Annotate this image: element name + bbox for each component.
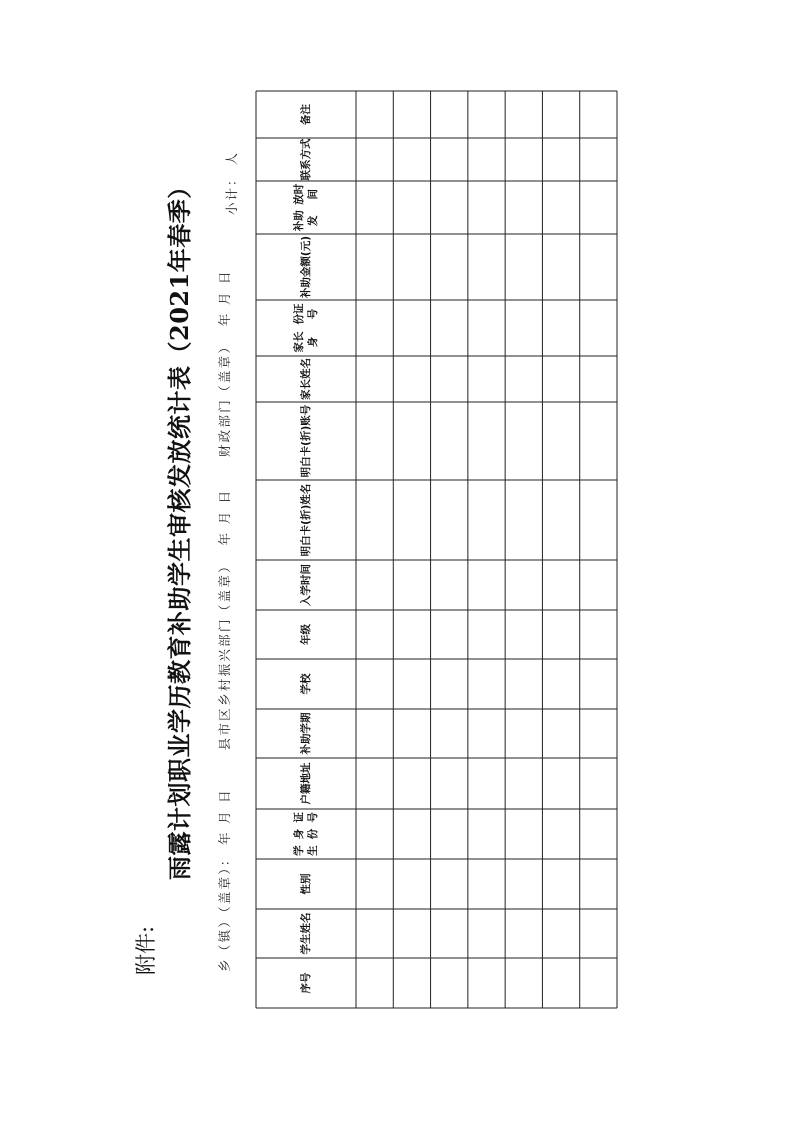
- table-cell[interactable]: [357, 139, 392, 180]
- table-cell[interactable]: [357, 910, 392, 957]
- table-cell[interactable]: [394, 182, 429, 233]
- table-cell[interactable]: [357, 182, 392, 233]
- table-cell[interactable]: [581, 710, 616, 757]
- table-cell[interactable]: [357, 710, 392, 757]
- table-cell[interactable]: [432, 710, 467, 757]
- table-cell[interactable]: [506, 403, 541, 479]
- table-cell[interactable]: [357, 759, 392, 808]
- table-cell[interactable]: [432, 959, 467, 1007]
- table-cell[interactable]: [581, 910, 616, 957]
- table-cell[interactable]: [506, 910, 541, 957]
- table-cell[interactable]: [469, 301, 504, 355]
- table-cell[interactable]: [469, 611, 504, 658]
- column-header-1: 序号: [299, 972, 312, 994]
- table-cell[interactable]: [432, 357, 467, 401]
- table-cell[interactable]: [543, 561, 578, 609]
- column-header-10: 明白卡 (折)姓名: [299, 483, 312, 557]
- table-cell[interactable]: [543, 481, 578, 559]
- table-cell[interactable]: [432, 235, 467, 299]
- table-cell[interactable]: [581, 357, 616, 401]
- table-cell[interactable]: [469, 710, 504, 757]
- subtotal-label: 小计： 人: [224, 151, 239, 215]
- table-cell[interactable]: [543, 759, 578, 808]
- table-cell[interactable]: [543, 235, 578, 299]
- table-cell[interactable]: [543, 611, 578, 658]
- table-cell[interactable]: [581, 860, 616, 908]
- column-header-9: 入学 时间: [299, 564, 312, 606]
- column-header-8: 年级: [299, 624, 312, 645]
- table-cell[interactable]: [432, 182, 467, 233]
- table-cell[interactable]: [581, 92, 616, 137]
- table-cell[interactable]: [394, 860, 429, 908]
- township-seal-label: 乡（镇）（盖章）：: [217, 851, 232, 972]
- table-cell[interactable]: [432, 810, 467, 858]
- table-cell[interactable]: [506, 561, 541, 609]
- rural-dept-date: 年 月 日: [217, 488, 232, 546]
- table-cell[interactable]: [394, 235, 429, 299]
- table-cell[interactable]: [357, 561, 392, 609]
- table-cell[interactable]: [357, 481, 392, 559]
- table-cell[interactable]: [394, 810, 429, 858]
- table-cell[interactable]: [357, 301, 392, 355]
- table-cell[interactable]: [469, 660, 504, 708]
- table-cell[interactable]: [357, 660, 392, 708]
- table-cell[interactable]: [581, 611, 616, 658]
- table-cell[interactable]: [581, 301, 616, 355]
- table-cell[interactable]: [506, 660, 541, 708]
- column-header-5: 户籍 地址: [299, 762, 312, 805]
- table-cell[interactable]: [469, 860, 504, 908]
- table-cell[interactable]: [357, 235, 392, 299]
- finance-dept-seal-label: 财政部门（盖章）: [217, 338, 232, 458]
- table-cell[interactable]: [581, 561, 616, 609]
- table-cell[interactable]: [394, 481, 429, 559]
- attachment-label: 附件:: [134, 925, 158, 975]
- table-cell[interactable]: [506, 182, 541, 233]
- table-cell[interactable]: [357, 611, 392, 658]
- table-cell[interactable]: [581, 810, 616, 858]
- table-cell[interactable]: [581, 235, 616, 299]
- table-cell[interactable]: [394, 959, 429, 1007]
- table-cell[interactable]: [543, 92, 578, 137]
- table-cell[interactable]: [394, 357, 429, 401]
- table-cell[interactable]: [469, 959, 504, 1007]
- column-header-12: 家长 姓名: [299, 358, 312, 400]
- table-cell[interactable]: [394, 403, 429, 479]
- table-cell[interactable]: [543, 182, 578, 233]
- table-cell[interactable]: [543, 910, 578, 957]
- table-cell[interactable]: [581, 660, 616, 708]
- table-cell[interactable]: [432, 139, 467, 180]
- column-header-16: 联系 方式: [299, 138, 312, 181]
- table-cell[interactable]: [469, 357, 504, 401]
- table-cell[interactable]: [357, 357, 392, 401]
- table-cell[interactable]: [394, 561, 429, 609]
- column-header-17: 备注: [299, 104, 312, 125]
- table-cell[interactable]: [432, 860, 467, 908]
- table-cell[interactable]: [432, 92, 467, 137]
- table-cell[interactable]: [394, 660, 429, 708]
- table-cell[interactable]: [394, 301, 429, 355]
- table-cell[interactable]: [543, 860, 578, 908]
- column-header-15: 补助发 放时间: [292, 183, 319, 232]
- table-cell[interactable]: [506, 959, 541, 1007]
- column-header-2: 学生 姓名: [299, 912, 312, 955]
- table-cell[interactable]: [543, 301, 578, 355]
- table-cell[interactable]: [357, 92, 392, 137]
- table-cell[interactable]: [357, 860, 392, 908]
- column-header-6: 补助 学期: [299, 712, 312, 755]
- table-cell[interactable]: [432, 561, 467, 609]
- table-cell[interactable]: [432, 403, 467, 479]
- column-header-4: 学生 身份 证号: [292, 812, 319, 856]
- table-cell[interactable]: [394, 759, 429, 808]
- table-cell[interactable]: [506, 860, 541, 908]
- table-cell[interactable]: [506, 611, 541, 658]
- table-cell[interactable]: [357, 959, 392, 1007]
- table-cell[interactable]: [543, 810, 578, 858]
- column-header-7: 学校: [299, 673, 312, 695]
- page-title: 雨露计划职业学历教育补助学生审核发放统计表（2021年春季）: [165, 174, 194, 880]
- table-cell[interactable]: [543, 959, 578, 1007]
- rural-dept-seal-label: 县市区乡村振兴部门（盖章）: [217, 558, 232, 751]
- table-cell[interactable]: [432, 481, 467, 559]
- table-cell[interactable]: [469, 910, 504, 957]
- column-header-13: 家长身 份证号: [292, 303, 319, 353]
- table-cell[interactable]: [394, 92, 429, 137]
- table-cell[interactable]: [432, 759, 467, 808]
- table-cell[interactable]: [394, 611, 429, 658]
- table-cell[interactable]: [543, 403, 578, 479]
- table-cell[interactable]: [506, 139, 541, 180]
- table-cell[interactable]: [432, 611, 467, 658]
- table-cell[interactable]: [469, 235, 504, 299]
- table-cell[interactable]: [432, 660, 467, 708]
- table-cell[interactable]: [581, 759, 616, 808]
- table-cell[interactable]: [432, 910, 467, 957]
- table-cell[interactable]: [357, 403, 392, 479]
- table-cell[interactable]: [506, 235, 541, 299]
- table-cell[interactable]: [394, 910, 429, 957]
- table-cell[interactable]: [506, 481, 541, 559]
- table-cell[interactable]: [394, 710, 429, 757]
- table-cell[interactable]: [506, 357, 541, 401]
- column-header-14: 补助金 额(元): [299, 235, 312, 299]
- table-cell[interactable]: [469, 139, 504, 180]
- table-cell[interactable]: [543, 710, 578, 757]
- table-cell[interactable]: [543, 660, 578, 708]
- table-cell[interactable]: [469, 481, 504, 559]
- table-cell[interactable]: [581, 182, 616, 233]
- table-cell[interactable]: [469, 561, 504, 609]
- table-cell[interactable]: [581, 481, 616, 559]
- table-cell[interactable]: [581, 139, 616, 180]
- table-cell[interactable]: [469, 92, 504, 137]
- table-cell[interactable]: [394, 139, 429, 180]
- table-cell[interactable]: [469, 182, 504, 233]
- table-cell[interactable]: [543, 139, 578, 180]
- table-cell[interactable]: [469, 810, 504, 858]
- township-date: 年 月 日: [217, 788, 232, 846]
- finance-dept-date: 年 月 日: [217, 269, 232, 327]
- table-cell[interactable]: [506, 92, 541, 137]
- table-cell[interactable]: [543, 357, 578, 401]
- column-header-3: 性别: [299, 873, 312, 895]
- table-cell[interactable]: [506, 810, 541, 858]
- table-cell[interactable]: [432, 301, 467, 355]
- table-cell[interactable]: [506, 710, 541, 757]
- table-cell[interactable]: [506, 301, 541, 355]
- table-cell[interactable]: [357, 810, 392, 858]
- table-cell[interactable]: [506, 759, 541, 808]
- table-cell[interactable]: [469, 759, 504, 808]
- table-cell[interactable]: [581, 403, 616, 479]
- column-header-11: 明白卡(折) 账号: [299, 404, 312, 478]
- table-cell[interactable]: [581, 959, 616, 1007]
- table-cell[interactable]: [469, 403, 504, 479]
